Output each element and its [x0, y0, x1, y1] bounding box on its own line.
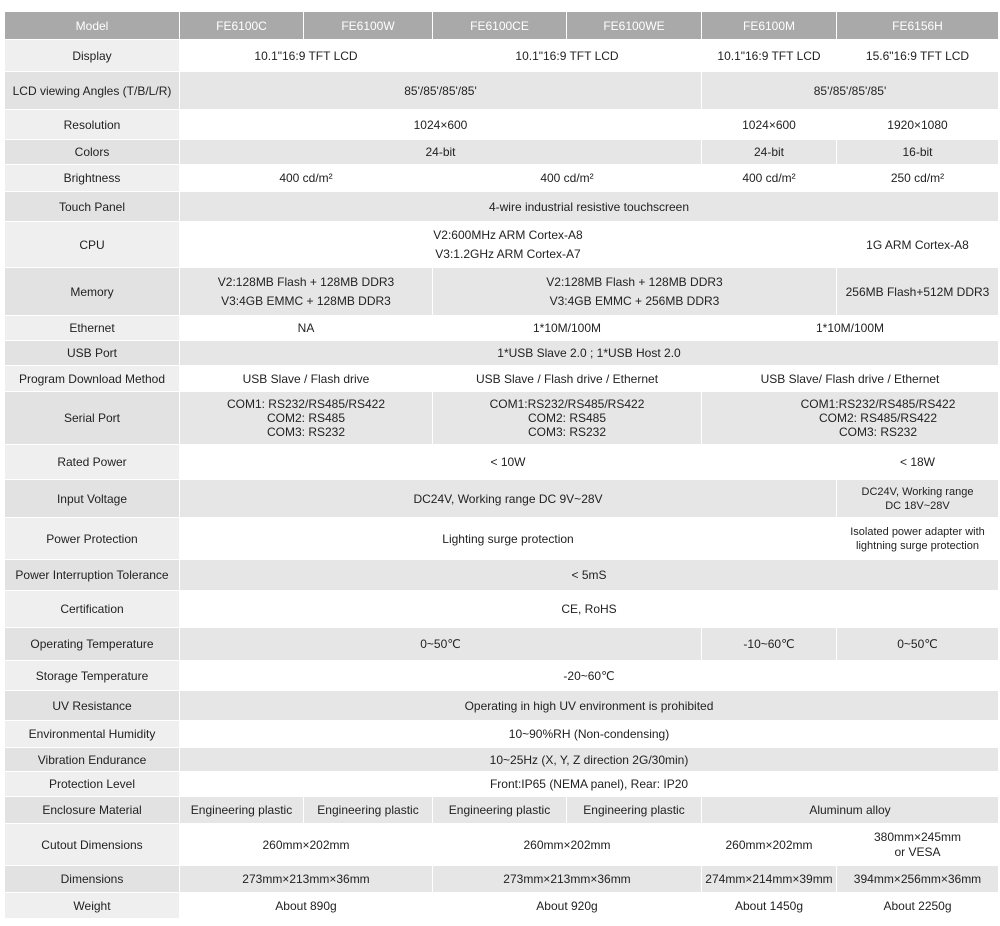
- cell-line: V2:128MB Flash + 128MB DDR3: [217, 274, 395, 289]
- row-label: Display: [5, 40, 180, 72]
- row-label: Dimensions: [5, 866, 180, 893]
- row-power-interruption: [5, 560, 999, 591]
- cell-value: [433, 392, 702, 445]
- row-label: Operating Temperature: [5, 628, 180, 661]
- cell-value: 10.1"16:9 TFT LCD: [433, 40, 702, 72]
- cell-value: 24-bit: [702, 140, 837, 165]
- row-label: Ethernet: [5, 316, 180, 341]
- row-download-method: [5, 366, 999, 392]
- cell-value: 1024×600: [180, 110, 702, 140]
- row-label: Power Protection: [5, 518, 180, 560]
- cell-value: 273mm×213mm×36mm: [180, 866, 433, 893]
- cell-line: V2:128MB Flash + 128MB DDR3: [546, 274, 723, 289]
- cell-value: [433, 268, 837, 316]
- cell-value: About 1450g: [702, 893, 837, 919]
- cell-line: COM3: RS232: [266, 425, 346, 439]
- row-label: Protection Level: [5, 772, 180, 797]
- cell-line: COM3: RS232: [527, 425, 607, 439]
- cell-value: 273mm×213mm×36mm: [433, 866, 702, 893]
- row-certification: [5, 591, 999, 628]
- cell-value: Engineering plastic: [180, 797, 304, 824]
- cell-value: 1*10M/100M: [433, 316, 702, 341]
- row-viewing-angles: [5, 72, 999, 110]
- row-label: Vibration Endurance: [5, 748, 180, 772]
- cell-value: 1920×1080: [837, 110, 999, 140]
- cell-value: Front:IP65 (NEMA panel), Rear: IP20: [180, 772, 999, 797]
- cell-line: or VESA: [894, 844, 941, 859]
- cell-line: V3:4GB EMMC + 256MB DDR3: [549, 293, 720, 308]
- cell-line: COM1:RS232/RS485/RS422: [800, 397, 956, 411]
- row-memory: [5, 268, 999, 316]
- row-label: Brightness: [5, 165, 180, 192]
- cell-value: NA: [180, 316, 433, 341]
- row-storage-temperature: [5, 661, 999, 691]
- header-model-fe6100m: FE6100M: [702, 12, 837, 40]
- row-label: Resolution: [5, 110, 180, 140]
- row-colors: [5, 140, 999, 165]
- cell-line: V3:4GB EMMC + 128MB DDR3: [221, 293, 391, 308]
- cell-value: Operating in high UV environment is prohibited: [180, 691, 999, 721]
- cell-value: 260mm×202mm: [180, 824, 433, 866]
- cell-value: About 920g: [433, 893, 702, 919]
- cell-value: USB Slave / Flash drive / Ethernet: [433, 366, 702, 392]
- cell-value: 10~25Hz (X, Y, Z direction 2G/30min): [180, 748, 999, 772]
- cell-value: 85'/85'/85'/85': [702, 72, 999, 110]
- cell-value: 4-wire industrial resistive touchscreen: [180, 192, 999, 222]
- cell-value: 16-bit: [837, 140, 999, 165]
- cell-value: 1G ARM Cortex-A8: [837, 222, 999, 268]
- cell-value: DC24V, Working range DC 9V~28V: [180, 480, 837, 518]
- header-row: [5, 12, 999, 40]
- cell-value: 0~50℃: [180, 628, 702, 661]
- cell-value: 1*10M/100M: [702, 316, 999, 341]
- cell-line: COM2: RS485: [266, 411, 346, 425]
- row-label: Environmental Humidity: [5, 721, 180, 748]
- row-label: Serial Port: [5, 392, 180, 445]
- row-input-voltage: [5, 480, 999, 518]
- row-usb-port: [5, 341, 999, 366]
- header-model-fe6100c: FE6100C: [180, 12, 304, 40]
- row-enclosure-material: [5, 797, 999, 824]
- row-display: [5, 40, 999, 72]
- row-power-protection: [5, 518, 999, 560]
- row-label: Colors: [5, 140, 180, 165]
- cell-line: COM2: RS485: [527, 411, 607, 425]
- row-label: Cutout Dimensions: [5, 824, 180, 866]
- cell-value: Lighting surge protection: [180, 518, 837, 560]
- cell-value: About 890g: [180, 893, 433, 919]
- row-brightness: [5, 165, 999, 192]
- row-label: Input Voltage: [5, 480, 180, 518]
- cell-value: < 5mS: [180, 560, 999, 591]
- cell-line: Isolated power adapter with: [850, 525, 985, 538]
- cell-value: USB Slave/ Flash drive / Ethernet: [702, 366, 999, 392]
- cell-line: COM1:RS232/RS485/RS422: [489, 397, 645, 411]
- row-serial-port: [5, 392, 999, 445]
- cell-value: 24-bit: [180, 140, 702, 165]
- row-touch-panel: [5, 192, 999, 222]
- row-label: Rated Power: [5, 445, 180, 480]
- cell-value: [837, 480, 999, 518]
- row-label: Memory: [5, 268, 180, 316]
- cell-value: 400 cd/m²: [180, 165, 433, 192]
- row-protection-level: [5, 772, 999, 797]
- cell-value: 256MB Flash+512M DDR3: [837, 268, 999, 316]
- cell-value: CE, RoHS: [180, 591, 999, 628]
- row-uv-resistance: [5, 691, 999, 721]
- row-label: Enclosure Material: [5, 797, 180, 824]
- cell-value: 260mm×202mm: [433, 824, 702, 866]
- cell-value: -20~60℃: [180, 661, 999, 691]
- cell-value: 260mm×202mm: [702, 824, 837, 866]
- cell-value: About 2250g: [837, 893, 999, 919]
- row-label: Program Download Method: [5, 366, 180, 392]
- row-label: Weight: [5, 893, 180, 919]
- cell-line: V3:1.2GHz ARM Cortex-A7: [435, 246, 581, 261]
- row-label: Storage Temperature: [5, 661, 180, 691]
- row-label: LCD viewing Angles (T/B/L/R): [5, 72, 180, 110]
- row-label: UV Resistance: [5, 691, 180, 721]
- cell-value: 394mm×256mm×36mm: [837, 866, 999, 893]
- cell-line: 380mm×245mm: [873, 829, 962, 844]
- cell-value: 250 cd/m²: [837, 165, 999, 192]
- cell-value: 85'/85'/85'/85': [180, 72, 702, 110]
- cell-line: DC24V, Working range: [861, 485, 974, 498]
- cell-line: lightning surge protection: [856, 539, 979, 552]
- header-model-fe6100ce: FE6100CE: [433, 12, 567, 40]
- header-model-fe6156h: FE6156H: [837, 12, 999, 40]
- cell-value: 400 cd/m²: [433, 165, 702, 192]
- cell-value: Engineering plastic: [304, 797, 433, 824]
- cell-value: USB Slave / Flash drive: [180, 366, 433, 392]
- cell-value: [180, 392, 433, 445]
- cell-line: V2:600MHz ARM Cortex-A8: [433, 227, 583, 242]
- cell-value: 15.6"16:9 TFT LCD: [837, 40, 999, 72]
- cell-value: [180, 222, 837, 268]
- header-model-label: Model: [5, 12, 180, 40]
- row-rated-power: [5, 445, 999, 480]
- spec-table: [4, 11, 999, 919]
- cell-value: 10~90%RH (Non-condensing): [180, 721, 999, 748]
- cell-value: < 18W: [837, 445, 999, 480]
- cell-value: Engineering plastic: [567, 797, 702, 824]
- cell-value: 0~50℃: [837, 628, 999, 661]
- row-cutout-dimensions: [5, 824, 999, 866]
- row-humidity: [5, 721, 999, 748]
- row-label: Power Interruption Tolerance: [5, 560, 180, 591]
- cell-value: 10.1"16:9 TFT LCD: [180, 40, 433, 72]
- cell-line: COM1: RS232/RS485/RS422: [226, 397, 386, 411]
- cell-line: COM2: RS485/RS422: [818, 411, 938, 425]
- cell-value: 10.1"16:9 TFT LCD: [702, 40, 837, 72]
- row-label: Certification: [5, 591, 180, 628]
- cell-value: 1*USB Slave 2.0 ; 1*USB Host 2.0: [180, 341, 999, 366]
- row-dimensions: [5, 866, 999, 893]
- row-resolution: [5, 110, 999, 140]
- header-model-fe6100we: FE6100WE: [567, 12, 702, 40]
- row-vibration: [5, 748, 999, 772]
- cell-value: 274mm×214mm×39mm: [702, 866, 837, 893]
- row-label: CPU: [5, 222, 180, 268]
- cell-value: [837, 824, 999, 866]
- cell-line: COM3: RS232: [838, 425, 918, 439]
- cell-value: [180, 268, 433, 316]
- row-label: Touch Panel: [5, 192, 180, 222]
- cell-value: 1024×600: [702, 110, 837, 140]
- cell-value: 400 cd/m²: [702, 165, 837, 192]
- header-model-fe6100w: FE6100W: [304, 12, 433, 40]
- row-cpu: [5, 222, 999, 268]
- cell-value: [702, 392, 999, 445]
- cell-value: -10~60℃: [702, 628, 837, 661]
- row-weight: [5, 893, 999, 919]
- cell-value: Aluminum alloy: [702, 797, 999, 824]
- cell-value: [837, 518, 999, 560]
- row-label: USB Port: [5, 341, 180, 366]
- cell-line: DC 18V~28V: [885, 499, 950, 512]
- row-ethernet: [5, 316, 999, 341]
- cell-value: < 10W: [180, 445, 837, 480]
- row-operating-temperature: [5, 628, 999, 661]
- cell-value: Engineering plastic: [433, 797, 567, 824]
